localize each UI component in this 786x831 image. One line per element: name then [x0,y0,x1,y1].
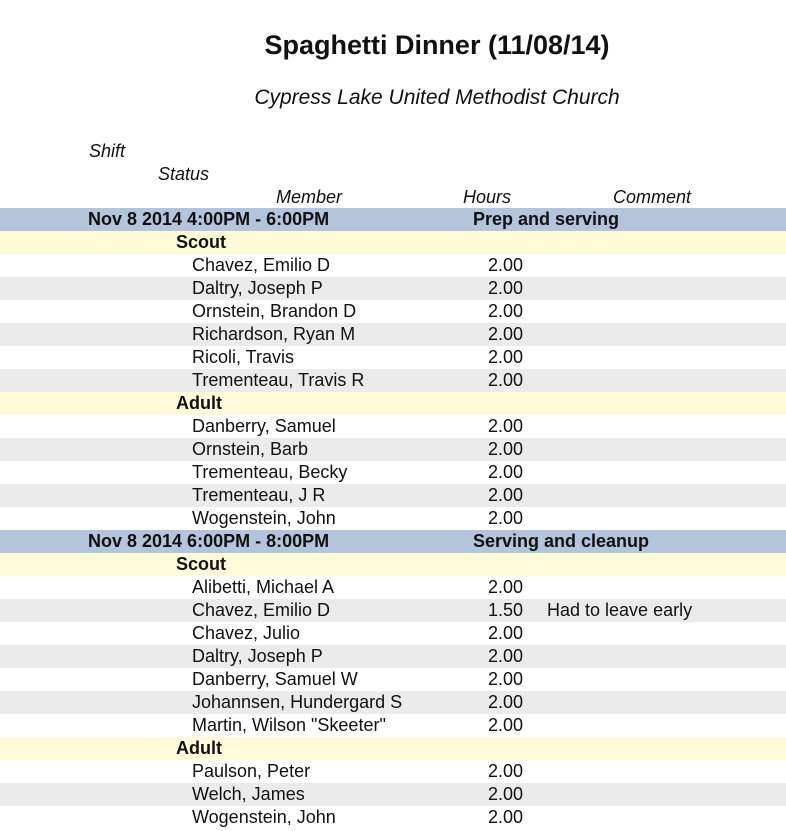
table-row [0,806,786,829]
table-row [0,507,786,530]
member-hours: 1.50 [488,600,524,620]
column-header-member: Member [276,187,343,207]
member-hours: 2.00 [488,278,524,298]
shift-header-row [0,530,786,553]
status-group-row [0,553,786,576]
status-group-row [0,392,786,415]
member-name: Alibetti, Michael A [192,577,335,597]
member-hours: 2.00 [488,347,524,367]
member-name: Johannsen, Hundergard S [192,692,403,712]
table-row [0,369,786,392]
member-hours: 2.00 [488,485,524,505]
shift-label: Nov 8 2014 6:00PM - 8:00PM [88,531,330,551]
table-row [0,323,786,346]
table-row [0,346,786,369]
member-name: Trementeau, Travis R [192,370,365,390]
member-comment: Had to leave early [547,600,693,620]
status-group-row [0,737,786,760]
report-rows [0,208,786,829]
report-subtitle: Cypress Lake United Methodist Church [254,86,620,109]
table-row [0,668,786,691]
member-hours: 2.00 [488,324,524,344]
table-row [0,461,786,484]
member-name: Ricoli, Travis [192,347,295,367]
member-name: Chavez, Emilio D [192,255,331,275]
member-hours: 2.00 [488,416,524,436]
table-row [0,438,786,461]
table-row [0,277,786,300]
table-row [0,760,786,783]
member-hours: 2.00 [488,784,524,804]
member-name: Chavez, Emilio D [192,600,331,620]
column-header-comment: Comment [613,187,692,207]
table-row [0,254,786,277]
shift-description: Prep and serving [473,209,620,229]
shift-label: Nov 8 2014 4:00PM - 6:00PM [88,209,330,229]
table-row [0,714,786,737]
table-row [0,300,786,323]
report-title: Spaghetti Dinner (11/08/14) [264,30,610,60]
member-name: Wogenstein, John [192,807,336,827]
status-label: Scout [176,232,227,252]
member-name: Trementeau, Becky [192,462,348,482]
shift-description: Serving and cleanup [473,531,650,551]
member-name: Ornstein, Brandon D [192,301,357,321]
status-group-row [0,231,786,254]
member-hours: 2.00 [488,577,524,597]
table-row [0,415,786,438]
status-label: Adult [176,393,222,413]
table-row [0,599,786,622]
member-hours: 2.00 [488,439,524,459]
table-row [0,691,786,714]
member-name: Trementeau, J R [192,485,326,505]
table-row [0,783,786,806]
member-name: Daltry, Joseph P [192,278,323,298]
member-hours: 2.00 [488,692,524,712]
member-hours: 2.00 [488,301,524,321]
table-row [0,576,786,599]
member-name: Daltry, Joseph P [192,646,323,666]
member-name: Ornstein, Barb [192,439,309,459]
member-name: Richardson, Ryan M [192,324,356,344]
table-row [0,622,786,645]
column-header-status: Status [158,164,210,184]
member-hours: 2.00 [488,623,524,643]
member-hours: 2.00 [488,462,524,482]
member-name: Danberry, Samuel W [192,669,358,689]
member-name: Welch, James [192,784,305,804]
status-label: Scout [176,554,227,574]
member-hours: 2.00 [488,669,524,689]
member-hours: 2.00 [488,646,524,666]
member-hours: 2.00 [488,761,524,781]
member-hours: 2.00 [488,370,524,390]
member-name: Paulson, Peter [192,761,311,781]
table-row [0,645,786,668]
member-hours: 2.00 [488,255,524,275]
member-name: Martin, Wilson "Skeeter" [192,715,386,735]
status-label: Adult [176,738,222,758]
member-hours: 2.00 [488,715,524,735]
member-hours: 2.00 [488,508,524,528]
shift-header-row [0,208,786,231]
member-name: Chavez, Julio [192,623,301,643]
column-header-hours: Hours [463,187,512,207]
member-name: Danberry, Samuel [192,416,336,436]
member-name: Wogenstein, John [192,508,336,528]
column-header-shift: Shift [89,141,126,161]
table-row [0,484,786,507]
member-hours: 2.00 [488,807,524,827]
